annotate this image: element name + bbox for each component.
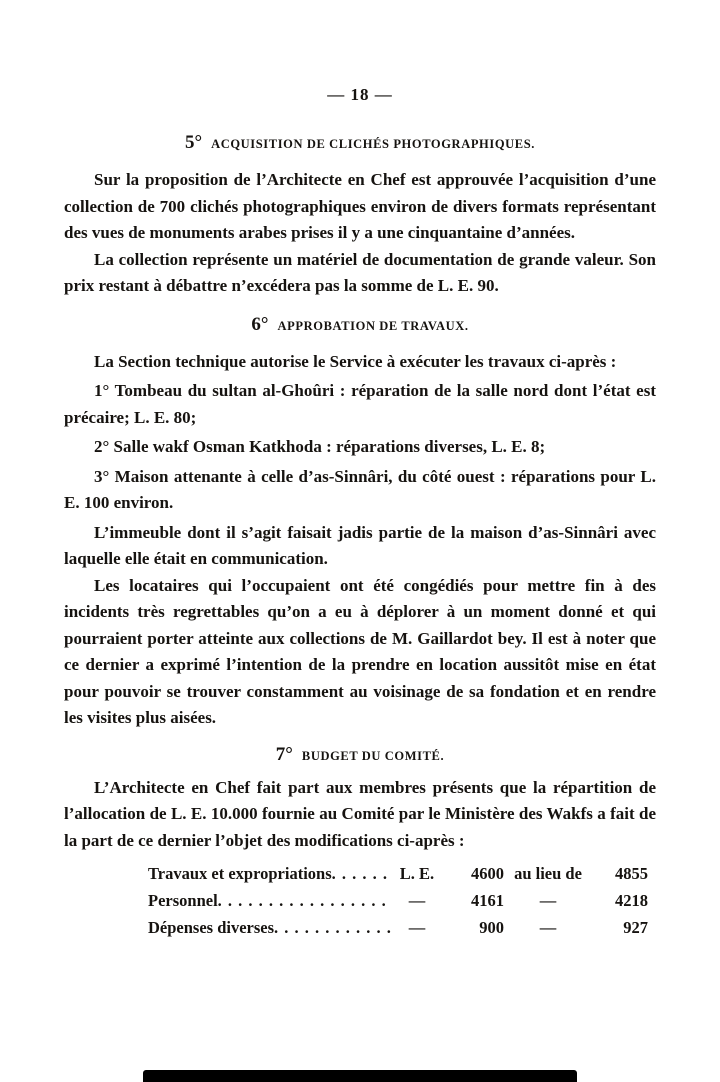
work-item-2: 2° Salle wakf Osman Katkhoda : réparations diverses, L. E. 8;: [94, 437, 546, 456]
section-title: APPROBATION DE TRAVAUX.: [277, 318, 469, 333]
budget-label: Personnel: [148, 891, 218, 910]
budget-new-amount: 4600: [471, 864, 504, 883]
section-heading-budget: [64, 744, 656, 767]
paragraph-locataires: Les locataires qui l’occupaient ont été congédiés pour mettre fin à des incidents très regrettables qu’on a eu à déplorer à un moment donné et qui pourraient porter atteinte aux collections de M. Gaillardot bey. Il est à noter que ce dernier a exprimé l’intention de la prendre en location aussitôt mise en état pour pouvoir se trouver constamment au voisinage de sa fondation et en rendre les visites plus aisées.: [64, 575, 656, 727]
budget-table: [148, 860, 648, 941]
budget-label: Dépenses diverses: [148, 918, 275, 937]
dot-leader: [274, 914, 392, 941]
section-number: 6°: [251, 313, 269, 335]
budget-row-personnel: [148, 887, 648, 914]
section-number: 7°: [275, 743, 293, 765]
dot-leader: [218, 887, 392, 914]
budget-unit: —: [408, 918, 426, 937]
page-number: — 18 —: [327, 85, 393, 104]
section-heading-approbation: [64, 314, 656, 337]
bottom-scan-bar: [143, 1070, 577, 1082]
budget-old-amount: 4218: [615, 891, 648, 910]
budget-new-amount: 4161: [471, 891, 504, 910]
section-heading-acquisition: [64, 132, 656, 155]
section-number: 5°: [184, 132, 203, 153]
work-item-1: 1° Tombeau du sultan al-Ghoûri : réparation de la salle nord dont l’état est précaire; L. E. 80;: [64, 381, 656, 427]
budget-unit: L. E.: [399, 864, 435, 883]
budget-unit: —: [408, 891, 426, 910]
budget-separator: —: [539, 891, 557, 910]
budget-row-depenses: [148, 914, 648, 941]
paragraph-immeuble: L’immeuble dont il s’agit faisait jadis partie de la maison d’as-Sinnâri avec laquelle elle était en communication.: [64, 522, 656, 568]
work-item-3: 3° Maison attenante à celle d’as-Sinnâri, du côté ouest : réparations pour L. E. 100 environ.: [64, 466, 656, 512]
dot-leader: [332, 860, 392, 887]
paragraph-acquisition-1: Sur la proposition de l’Architecte en Chef est approuvée l’acquisition d’une collection de 700 clichés photographiques environ de divers formats représentant des vues de monuments arabes prises il y a une cinquantaine d’années.: [64, 170, 656, 242]
paragraph-budget-intro: L’Architecte en Chef fait part aux membres présents que la répartition de l’allocation de L. E. 10.000 fournie au Comité par le Ministère des Wakfs a fait de la part de ce dernier l’objet des modifications ci-après :: [64, 777, 656, 850]
budget-old-amount: 4855: [615, 864, 648, 883]
section-title: ACQUISITION DE CLICHÉS PHOTOGRAPHIQUES.: [211, 137, 536, 151]
budget-label: Travaux et expropriations: [148, 864, 332, 883]
budget-separator: au lieu de: [514, 864, 582, 883]
paragraph-travaux-intro: La Section technique autorise le Service à exécuter les travaux ci-après :: [94, 351, 617, 371]
budget-row-travaux: [148, 860, 648, 887]
budget-new-amount: 900: [479, 918, 504, 937]
section-title: BUDGET DU COMITÉ.: [301, 748, 445, 763]
paragraph-acquisition-2: La collection représente un matériel de documentation de grande valeur. Son prix restant à débattre n’excédera pas la somme de L. E. 90.: [64, 249, 656, 295]
budget-old-amount: 927: [623, 918, 648, 937]
budget-separator: —: [539, 918, 557, 937]
